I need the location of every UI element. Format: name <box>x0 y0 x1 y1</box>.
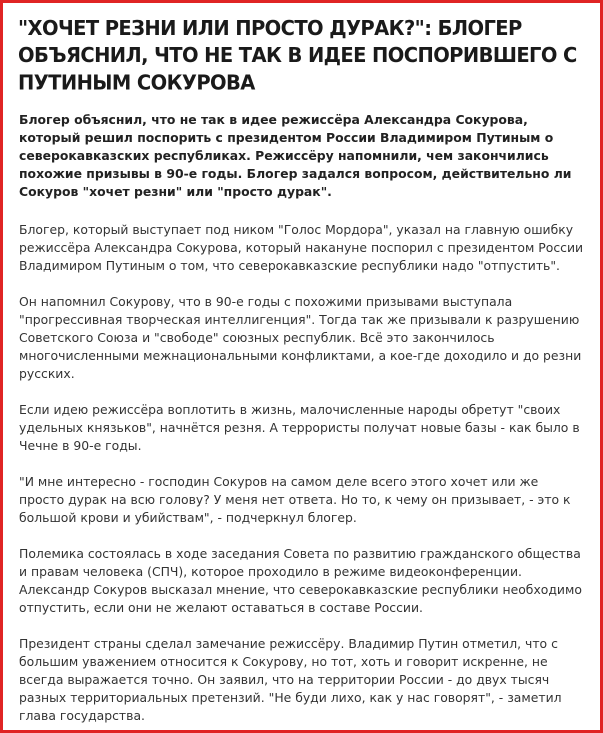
article-paragraph-5: Полемика состоялась в ходе заседания Совета по развитию гражданского общества и правам человека (СПЧ), которое проходило в режиме видеоконференции. Александр Сокуров высказал мнение, что северокавказские республики необходимо отпустить, если они не желают оставаться в составе России. <box>19 546 582 615</box>
article-paragraph-1: Блогер, который выступает под ником "Голос Мордора", указал на главную ошибку режиссёра Александра Сокурова, который накануне поспорил с президентом России Владимиром Путиным о том, что северокавказские республики надо "отпустить". <box>19 222 584 273</box>
article-title: "ХОЧЕТ РЕЗНИ ИЛИ ПРОСТО ДУРАК?": БЛОГЕР ОБЪЯСНИЛ, ЧТО НЕ ТАК В ИДЕЕ ПОСПОРИВШЕГО С ПУТИНЫМ СОКУРОВА <box>18 16 577 95</box>
article-lead: Блогер объяснил, что не так в идее режиссёра Александра Сокурова, который решил поспорить с президентом России Владимиром Путиным о северокавказских республиках. Режиссёру напомнили, чем закончились похожие призывы в 90-е годы. Блогер задался вопросом, действительно ли Сокуров "хочет резни" или "просто дурак". <box>19 112 572 199</box>
article-paragraph-6: Президент страны сделал замечание режиссёру. Владимир Путин отметил, что с большим уважением относится к Сокурову, но тот, хоть и говорит искренне, не всегда выражается точно. Он заявил, что на территории России - до двух тысяч разных территориальных претензий. "Не буди лихо, как у нас говорят", - заметил глава государства. <box>19 636 562 723</box>
article-paragraph-4: "И мне интересно - господин Сокуров на самом деле всего этого хочет или же просто дурак на всю голову? У меня нет ответа. Но то, к чему он призывает, - это к большой крови и убийствам", - подчеркнул блогер. <box>19 474 571 525</box>
article-paragraph-3: Если идею режиссёра воплотить в жизнь, малочисленные народы обретут "своих удельных князьков", начнётся резня. А террористы получат новые базы - как было в Чечне в 90-е годы. <box>19 402 580 453</box>
article-paragraph-2: Он напомнил Сокурову, что в 90-е годы с похожими призывами выступала "прогрессивная творческая интеллигенция". Тогда так же призывали к разрушению Советского Союза и "свободе" союзных республик. Всё это закончилось многочисленными межнациональными конфликтами, а кое-где доходило и до резни русских. <box>19 294 582 381</box>
